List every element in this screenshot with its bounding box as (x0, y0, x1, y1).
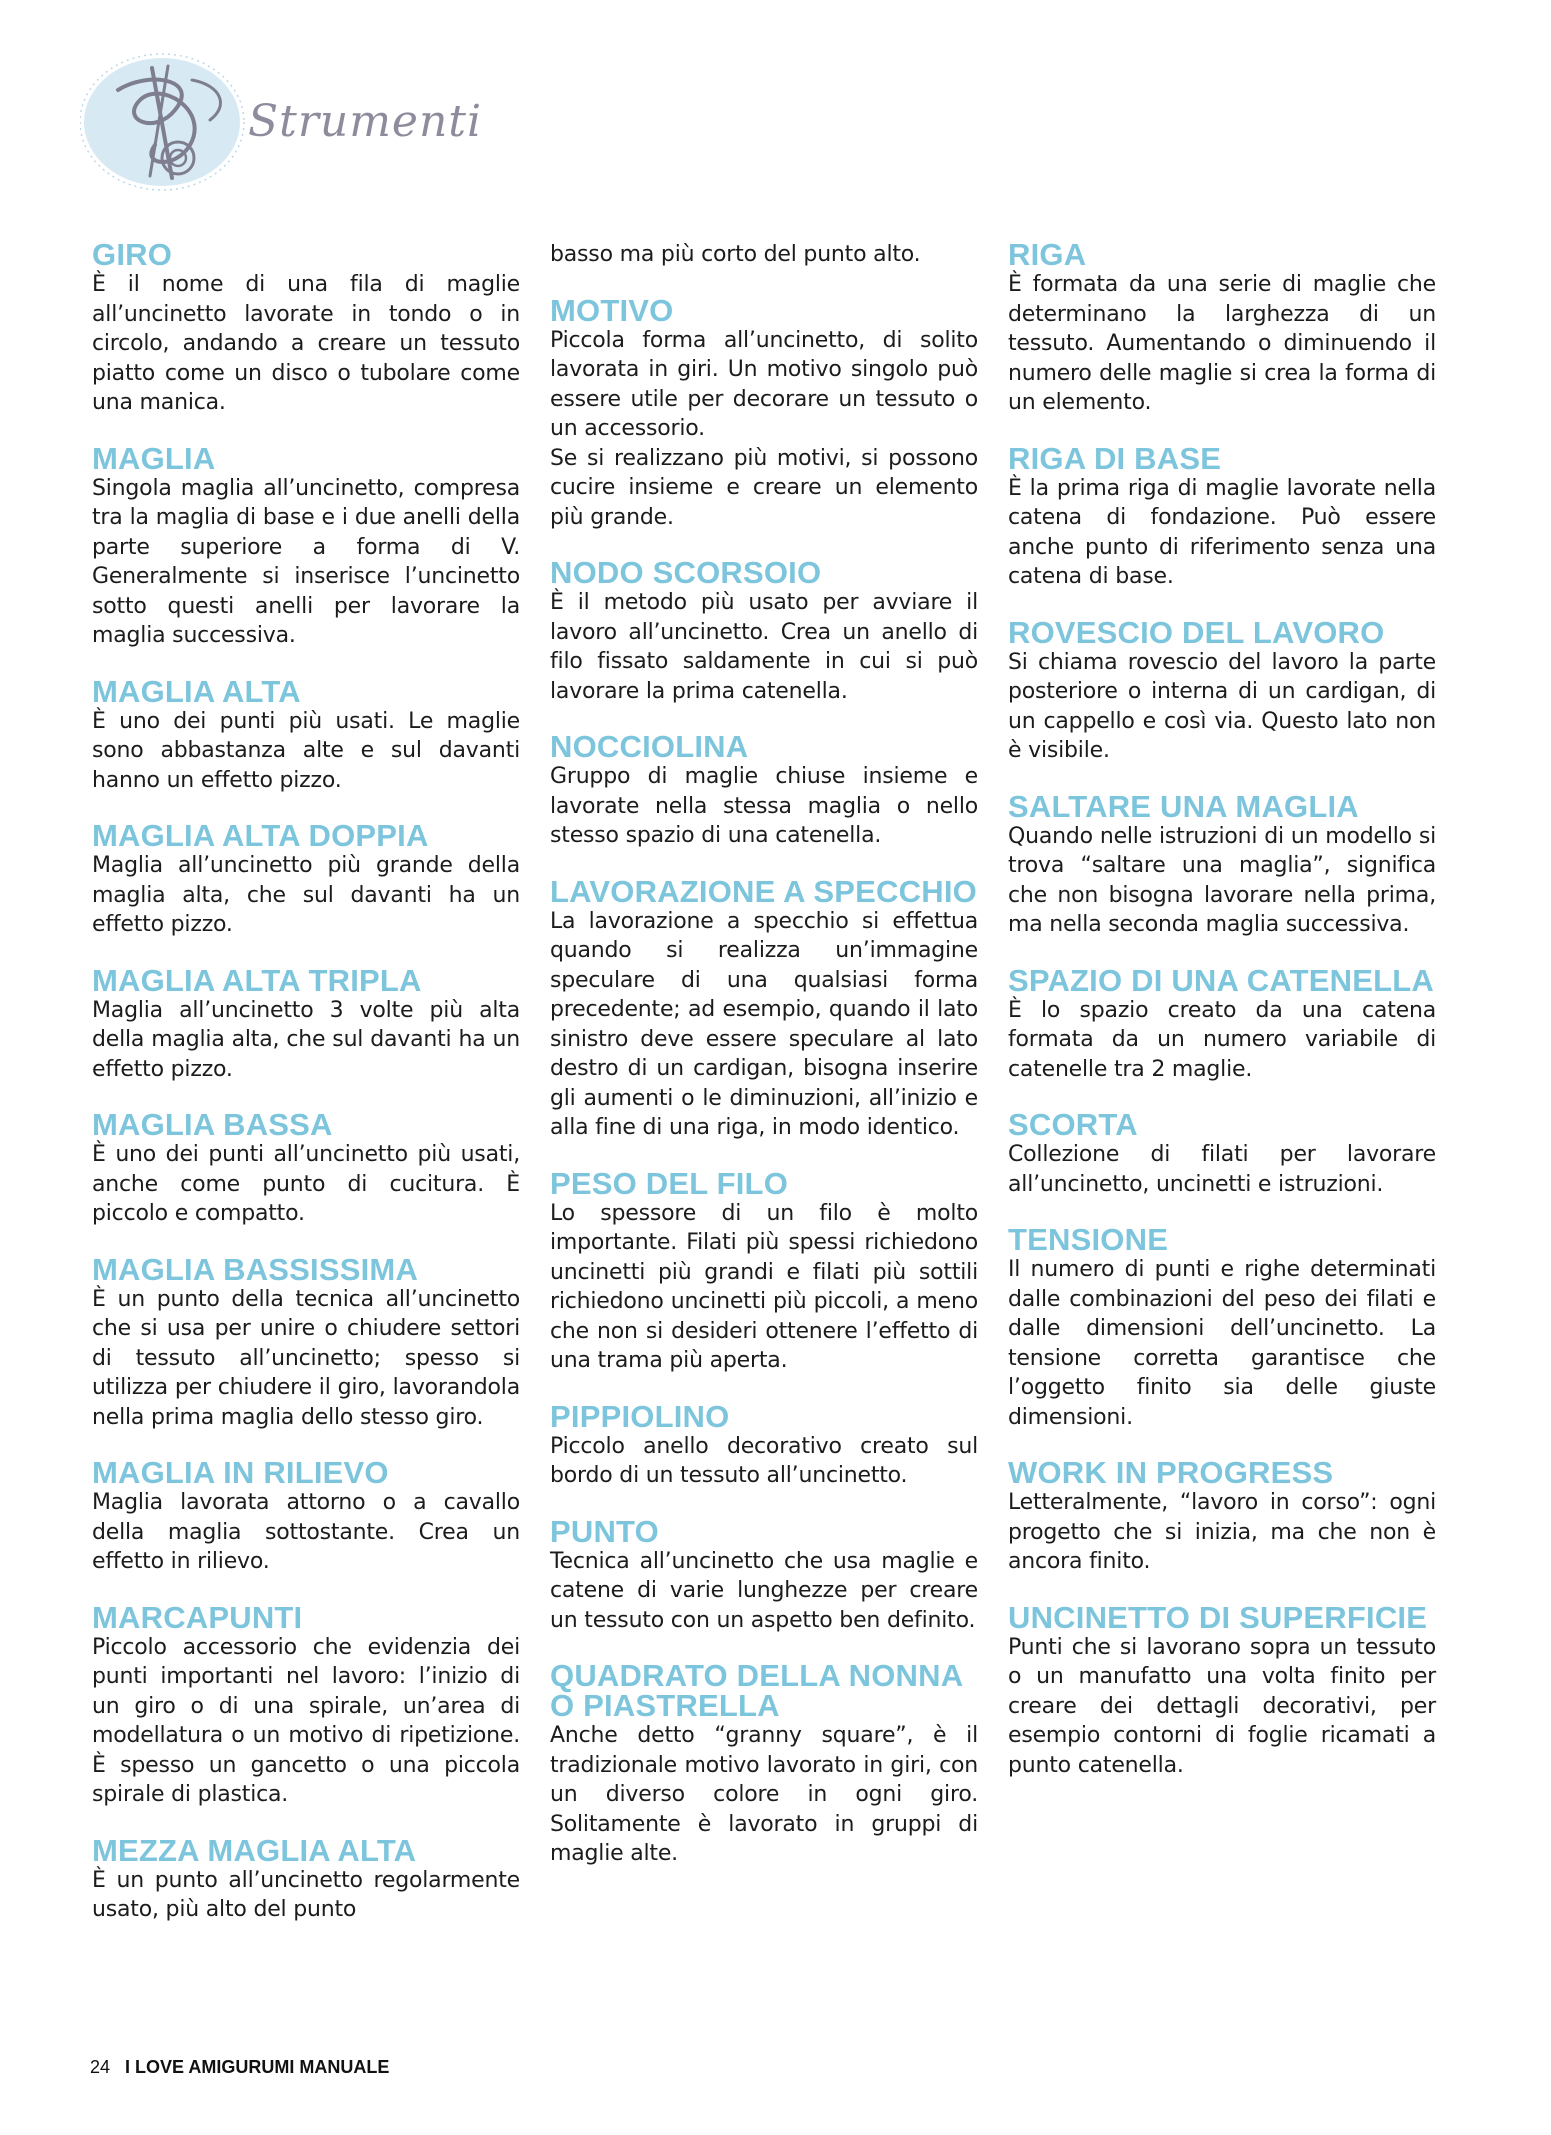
entry-definition: Punti che si lavorano sopra un tessuto o un manufatto una volta finito per creare dei dettagli decorativi, per esempio contorni di foglie ricamati a punto catenella. (1008, 1634, 1436, 1778)
entry-definition: Il numero di punti e righe determinati dalle combinazioni del peso dei filati e dalle dimensioni dell’uncinetto. La tensione corretta garantisce che l’oggetto finito sia delle giuste dimensioni. (1008, 1257, 1436, 1430)
entry-definition: È uno dei punti più usati. Le maglie sono abbastanza alte e sul davanti hanno un effetto pizzo. (92, 708, 520, 793)
entry-term: WORK IN PROGRESS (1008, 1455, 1334, 1490)
glossary-entry (1008, 237, 1436, 418)
entry-term: MAGLIA BASSA (92, 1107, 333, 1142)
section-title: Strumenti (248, 96, 483, 147)
entry-term: RIGA DI BASE (1008, 440, 1222, 476)
glossary-entry (550, 1658, 978, 1869)
entry-term: GIRO (92, 237, 173, 272)
entry-term: LAVORAZIONE A SPECCHIO (550, 873, 977, 909)
entry-definition: È lo spazio creato da una catena formata da un numero variabile di catenelle tra 2 maglie. (1008, 997, 1436, 1082)
glossary-entry (92, 1107, 520, 1229)
entry-term: NOCCIOLINA (550, 729, 749, 764)
entry-definition: È uno dei punti all’uncinetto più usati, anche come punto di cucitura. È piccolo e compatto. (92, 1142, 520, 1226)
entry-term: ROVESCIO DEL LAVORO (1008, 614, 1385, 650)
glossary-entry (1008, 962, 1436, 1085)
glossary-entry (1008, 1599, 1436, 1781)
entry-definition: È il nome di una fila di maglie all’uncinetto lavorate in tondo o in circolo, andando a creare un tessuto piatto come un disco o tubolare come una manica. (92, 272, 520, 415)
entry-term: PESO DEL FILO (550, 1165, 789, 1201)
entry-definition: Anche detto “granny square”, è il tradizionale motivo lavorato in giri, con un diverso colore in ogni giro. Solitamente è lavorato in gruppi di maglie alte. (550, 1723, 978, 1866)
glossary-entry (550, 1513, 978, 1636)
entry-term: MAGLIA BASSISSIMA (92, 1251, 419, 1287)
entry-definition: Tecnica all’uncinetto che usa maglie e catene di varie lunghezze per creare un tessuto con un aspetto ben definito. (550, 1548, 978, 1633)
entry-definition: La lavorazione a specchio si effettua quando si realizza un’immagine speculare di una qualsiasi forma precedente; ad esempio, quando il lato sinistro deve essere speculare al lato destro di un cardigan, bisogna inserire gli aumenti o le diminuzioni, all’inizio e alla fine di una riga, in modo identico. (550, 908, 978, 1140)
entry-definition: Piccola forma all’uncinetto, di solito lavorata in giri. Un motivo singolo può essere utile per decorare un tessuto o un accessorio. Se si realizzano più motivi, si possono cucire insieme e creare un elemento più grande. (550, 327, 978, 530)
glossary-entry (1008, 614, 1436, 766)
entry-definition: basso ma più corto del punto alto. (550, 242, 921, 267)
entry-term: MAGLIA ALTA TRIPLA (92, 962, 422, 998)
entry-term: MAGLIA ALTA (92, 673, 301, 709)
entry-term: QUADRATO DELLA NONNA O PIASTRELLA (550, 1658, 963, 1723)
entry-term: PIPPIOLINO (550, 1398, 730, 1434)
glossary-column-1 (92, 237, 520, 1951)
glossary-entry (1008, 1107, 1436, 1199)
entry-term: MOTIVO (550, 292, 674, 328)
glossary-entry (550, 729, 978, 851)
entry-term: MEZZA MAGLIA ALTA (92, 1832, 417, 1868)
entry-term: NODO SCORSOIO (550, 555, 822, 590)
entry-definition: Gruppo di maglie chiuse insieme e lavorate nella stessa maglia o nello stesso spazio di una catenella. (550, 764, 978, 848)
glossary-entry (1008, 1222, 1436, 1432)
entry-definition: Letteralmente, “lavoro in corso”: ogni progetto che si inizia, ma che non è ancora finito. (1008, 1490, 1436, 1574)
glossary-entry (92, 1832, 520, 1925)
entry-definition: È il metodo più usato per avviare il lavoro all’uncinetto. Crea un anello di filo fissato saldamente in cui si può lavorare la prima catenella. (550, 590, 978, 704)
entry-term: MAGLIA (92, 440, 216, 476)
entry-term: RIGA (1008, 237, 1087, 272)
entry-definition: È un punto all’uncinetto regolarmente usato, più alto del punto (92, 1867, 520, 1922)
glossary-column-2 (550, 240, 978, 1895)
entry-definition: Maglia lavorata attorno o a cavallo della maglia sottostante. Crea un effetto in rilievo. (92, 1490, 520, 1574)
page-footer (90, 2057, 389, 2078)
entry-definition: È formata da una serie di maglie che determinano la larghezza di un tessuto. Aumentando o diminuendo il numero delle maglie si crea la forma di un elemento. (1008, 272, 1436, 415)
glossary-entry (92, 962, 520, 1085)
glossary-entry (92, 440, 520, 651)
entry-definition: Singola maglia all’uncinetto, compresa tra la maglia di base e i due anelli della parte superiore a forma di V. Generalmente si inserisce l’uncinetto sotto questi anelli per lavorare la maglia successiva. (92, 475, 520, 648)
entry-definition: Piccolo accessorio che evidenzia dei punti importanti nel lavoro: l’inizio di un giro o di una spirale, un’area di modellatura o un motivo di ripetizione. È spesso un gancetto o una piccola spirale di plastica. (92, 1634, 520, 1807)
entry-definition: È la prima riga di maglie lavorate nella catena di fondazione. Può essere anche punto di riferimento senza una catena di base. (1008, 475, 1436, 589)
glossary-entry (92, 237, 520, 418)
glossary-entry (550, 1165, 978, 1376)
glossary-entry (92, 673, 520, 796)
magazine-title: I LOVE AMIGURUMI MANUALE (125, 2057, 390, 2077)
entry-term: MAGLIA IN RILIEVO (92, 1455, 389, 1490)
glossary-entry (92, 1251, 520, 1433)
entry-definition: È un punto della tecnica all’uncinetto che si usa per unire o chiudere settori di tessuto all’uncinetto; spesso si utilizza per chiudere il giro, lavorandola nella prima maglia dello stesso giro. (92, 1286, 520, 1430)
entry-definition: Si chiama rovescio del lavoro la parte posteriore o interna di un cardigan, di un cappello e così via. Questo lato non è visibile. (1008, 649, 1436, 763)
entry-term: MAGLIA ALTA DOPPIA (92, 818, 429, 853)
entry-definition: Piccolo anello decorativo creato sul bordo di un tessuto all’uncinetto. (550, 1433, 978, 1488)
glossary-entry-continued (550, 240, 978, 270)
entry-definition: Lo spessore di un filo è molto importante. Filati più spessi richiedono uncinetti più grandi e filati più sottili richiedono uncinetti più piccoli, a meno che non si desideri ottenere l’effetto di una trama più aperta. (550, 1200, 978, 1373)
entry-definition: Maglia all’uncinetto 3 volte più alta della maglia alta, che sul davanti ha un effetto pizzo. (92, 997, 520, 1082)
page-number: 24 (90, 2057, 111, 2077)
glossary-entry (1008, 1455, 1436, 1577)
entry-term: SPAZIO DI UNA CATENELLA (1008, 962, 1434, 998)
glossary-column-3 (1008, 237, 1436, 1806)
glossary-entry (92, 818, 520, 940)
entry-term: SCORTA (1008, 1107, 1138, 1142)
glossary-entry (550, 292, 978, 533)
glossary-entry (92, 1599, 520, 1810)
glossary-entry (550, 1398, 978, 1491)
glossary-entry (1008, 440, 1436, 592)
entry-term: TENSIONE (1008, 1222, 1169, 1257)
entry-definition: Collezione di filati per lavorare all’uncinetto, uncinetti e istruzioni. (1008, 1142, 1436, 1197)
entry-term: SALTARE UNA MAGLIA (1008, 788, 1359, 824)
entry-term: UNCINETTO DI SUPERFICIE (1008, 1599, 1428, 1635)
entry-definition: Quando nelle istruzioni di un modello si trova “saltare una maglia”, significa che non bisogna lavorare nella prima, ma nella seconda maglia successiva. (1008, 823, 1436, 937)
glossary-entry (92, 1455, 520, 1577)
entry-definition: Maglia all’uncinetto più grande della maglia alta, che sul davanti ha un effetto pizzo. (92, 853, 520, 937)
glossary-entry (1008, 788, 1436, 940)
entry-term: MARCAPUNTI (92, 1599, 303, 1635)
entry-term: PUNTO (550, 1513, 659, 1549)
glossary-entry (550, 555, 978, 706)
glossary-entry (550, 873, 978, 1143)
